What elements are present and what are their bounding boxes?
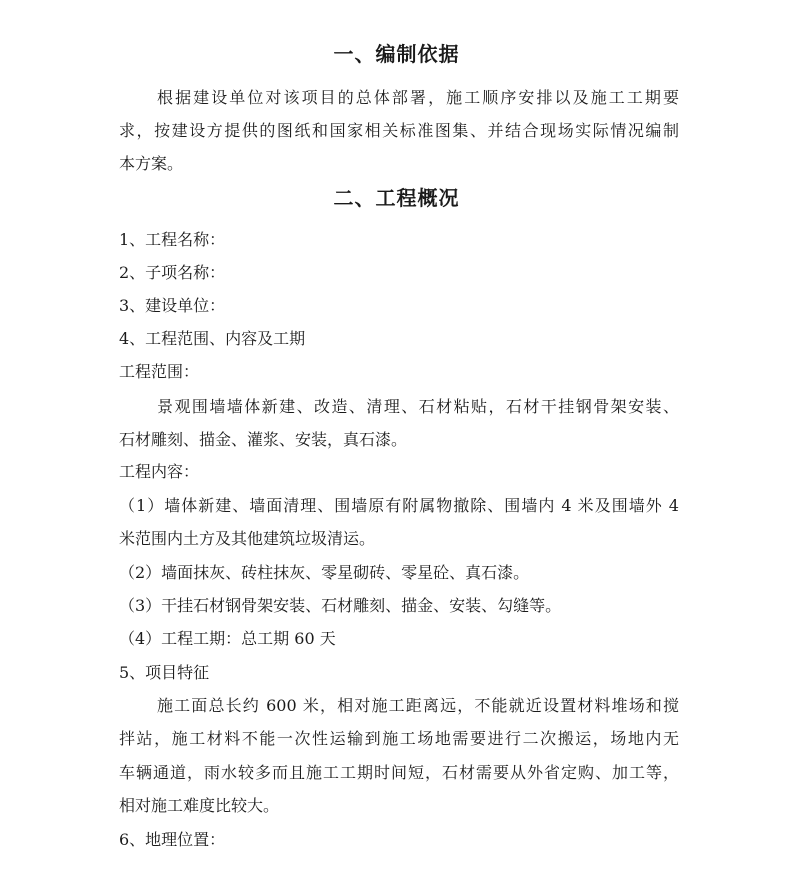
location-label: 6、地理位置： [119, 830, 226, 849]
feature-line: 施工面总长约 600 米，相对施工距离远，不能就近设置材料堆场和搅 [157, 696, 679, 715]
scope-line: 石材雕刻、描金、灌浆、安装，真石漆。 [119, 430, 408, 449]
content-line: （3）干挂石材钢骨架安装、石材雕刻、描金、安装、勾缝等。 [119, 596, 562, 615]
list-item-client: 3、建设单位： [119, 296, 226, 315]
paragraph-line: 根据建设单位对该项目的总体部署，施工顺序安排以及施工工期要 [157, 88, 679, 107]
feature-line: 拌站，施工材料不能一次性运输到施工场地需要进行二次搬运，场地内无 [119, 729, 679, 748]
scope-label: 工程范围： [119, 362, 200, 381]
section-heading-overview: 二、工程概况 [333, 186, 460, 210]
content-label: 工程内容： [119, 462, 200, 481]
list-item-subproject-name: 2、子项名称： [119, 263, 226, 282]
feature-label: 5、项目特征 [119, 663, 210, 682]
paragraph-line: 求，按建设方提供的图纸和国家相关标准图集、并结合现场实际情况编制 [119, 121, 679, 140]
paragraph-line: 本方案。 [119, 154, 184, 173]
content-line: （2）墙面抹灰、砖柱抹灰、零星砌砖、零星砼、真石漆。 [119, 563, 530, 582]
feature-line: 车辆通道，雨水较多而且施工工期时间短，石材需要从外省定购、加工等， [119, 763, 679, 782]
section-heading-basis: 一、编制依据 [333, 42, 460, 66]
scope-line: 景观围墙墙体新建、改造、清理、石材粘贴，石材干挂钢骨架安装、 [157, 397, 679, 416]
list-item-scope-duration: 4、工程范围、内容及工期 [119, 329, 306, 348]
content-line: （1）墙体新建、墙面清理、围墙原有附属物撤除、围墙内 4 米及围墙外 4 [119, 496, 679, 515]
list-item-project-name: 1、工程名称： [119, 230, 226, 249]
content-line: （4）工程工期：总工期 60 天 [119, 629, 336, 648]
feature-line: 相对施工难度比较大。 [119, 796, 280, 815]
content-line: 米范围内土方及其他建筑垃圾清运。 [119, 529, 376, 548]
